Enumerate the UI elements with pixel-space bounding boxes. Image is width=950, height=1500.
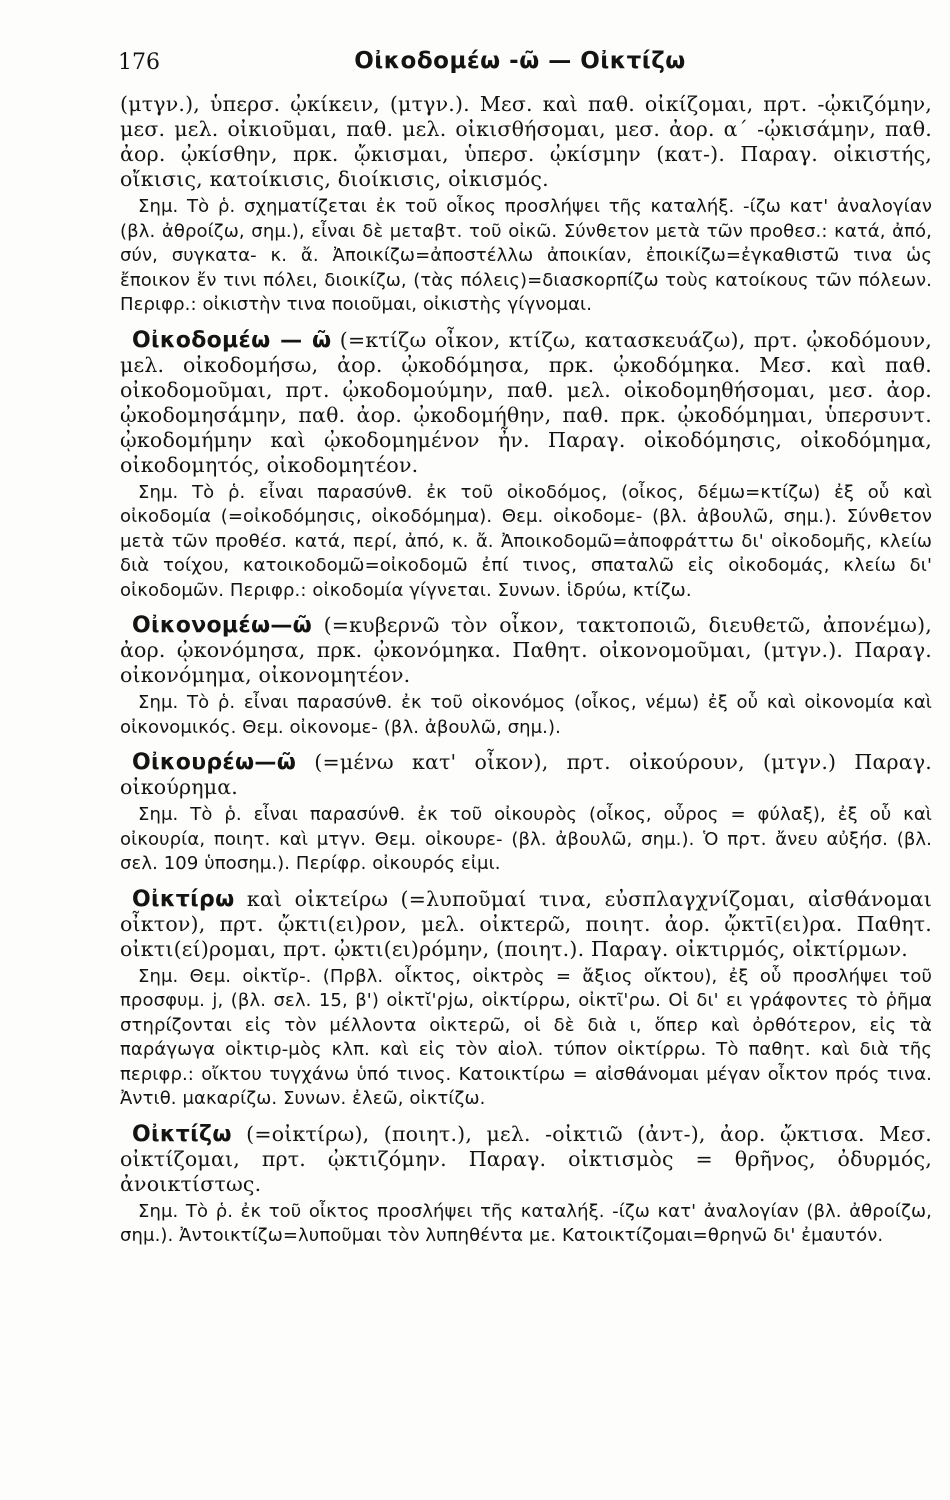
entry-oikonomeo-note: Σημ. Τὸ ῥ. εἶναι παρασύνθ. ἐκ τοῦ οἰκονόμος (οἶκος, νέμω) ἐξ οὗ καὶ οἰκονομία καὶ οἰκονομικός. Θεμ. οἰκονομε- (βλ. ἀβουλῶ, σημ.).	[120, 692, 932, 738]
entry-oikonomeo-text: (=κυβερνῶ τὸν οἶκον, τακτοποιῶ, διευθετῶ, ἀπονέμω), ἀορ. ᾠκονόμησα, πρκ. ᾠκονόμηκα. Παθητ. οἰκονομοῦμαι, (μτγν.). Παραγ. οἰκονόμημα, οἰκονομητέον.	[120, 613, 932, 687]
page-header	[110, 42, 930, 82]
entry-oikonomeo-body	[120, 613, 932, 688]
entry-oikoureo-note: Σημ. Τὸ ῥ. εἶναι παρασύνθ. ἐκ τοῦ οἰκουρὸς (οἶκος, οὖρος = φύλαξ), ἐξ οὗ καὶ οἰκουρία, ποιητ. καὶ μτγν. Θεμ. οἰκουρε- (βλ. ἀβουλῶ, σημ.). Ὁ πρτ. ἄνευ αὐξήσ. (βλ. σελ. 109 ὑποσημ.). Περίφρ. οἰκουρός εἰμι.	[120, 804, 932, 874]
entry-oikoureo-body	[120, 750, 932, 800]
entry-oiktiro-text: καὶ οἰκτείρω (=λυποῦμαί τινα, εὐσπλαγχνίζομαι, αἰσθάνομαι οἶκτον), πρτ. ᾤκτι(ει)ρον, μελ. οἰκτερῶ, ποιητ. ἀορ. ᾤκτῑ(ει)ρα. Παθητ. οἰκτι(εί)ρομαι, πρτ. ᾠκτι(ει)ρόμην, (ποιητ.). Παραγ. οἰκτιρμός, οἰκτίρμων.	[120, 886, 932, 961]
lemma-oikonomeo: Οἰκονομέω—ῶ	[132, 613, 313, 638]
entry-oiktizo-body	[120, 1122, 932, 1197]
lemma-oiktizo: Οἰκτίζω	[132, 1121, 232, 1147]
entry-oiktizo	[120, 1122, 932, 1249]
entry-oiktiro-note: Σημ. Θεμ. οἰκτῐρ-. (Πρβλ. οἶκτος, οἰκτρὸς = ἄξιος οἴκτου), ἐξ οὗ προσλήψει τοῦ προσφυμ. j, (βλ. σελ. 15, β') οἰκτῐ'ρjω, οἰκτίρρω, οἰκτῖ'ρω. Οἱ δι' ει γράφοντες τὸ ῥῆμα στηρίζονται εἰς τὸν μέλλοντα οἰκτερῶ, οἱ δὲ διὰ ι, ὅπερ καὶ ὀρθότερον, εἰς τὰ παράγωγα οἰκτιρ-μὸς κλπ. καὶ εἰς τὸν αἰολ. τύπον οἰκτίρρω. Τὸ παθητ. καὶ διὰ τῆς περιφρ.: οἴκτου τυγχάνω ὑπό τινος. Κατοικτίρω = αἰσθάνομαι μέγαν οἶκτον πρός τινα. Ἀντιθ. μακαρίζω. Συνων. ἐλεῶ, οἰκτίζω.	[120, 965, 932, 1109]
running-head: Οἰκοδομέω -ῶ — Οἰκτίζω	[354, 48, 686, 74]
entry-continuation-text: (μτγν.), ὑπερσ. ᾠκίκειν, (μτγν.). Μεσ. καὶ παθ. οἰκίζομαι, πρτ. -ᾠκιζόμην, μεσ. μελ. οἰκιοῦμαι, παθ. μελ. οἰκισθήσομαι, μεσ. ἀορ. α΄ -ᾠκισάμην, παθ. ἀορ. ᾠκίσθην, πρκ. ᾤκισμαι, ὑπερσ. ᾠκίσμην (κατ-). Παραγ. οἰκιστής, οἴκισις, κατοίκισις, διοίκισις, οἰκισμός.	[120, 92, 932, 191]
entry-oikodomeo-note: Σημ. Τὸ ῥ. εἶναι παρασύνθ. ἐκ τοῦ οἰκοδόμος, (οἶκος, δέμω=κτίζω) ἐξ οὗ καὶ οἰκοδομία (=οἰκοδόμησις, οἰκοδόμημα). Θεμ. οἰκοδομε- (βλ. ἀβουλῶ, σημ.). Σύνθετον μετὰ τῶν προθέσ. κατά, περί, ἀπό, κ. ἄ. Ἀποικοδομῶ=ἀποφράττω δι' οἰκοδομῆς, κλείω διὰ τοίχου, κατοικοδομῶ=οἰκοδομῶ ἐπί τινος, σπαταλῶ εἰς οἰκοδομάς, κλείω δι' οἰκοδομῶν. Περιφρ.: οἰκοδομία γίγνεται. Συνων. ἱδρύω, κτίζω.	[120, 481, 932, 601]
entry-oiktizo-note: Σημ. Τὸ ῥ. ἐκ τοῦ οἶκτος προσλήψει τῆς καταλήξ. -ίζω κατ' ἀναλογίαν (βλ. ἀθροίζω, σημ.). Ἀντοικτίζω=λυποῦμαι τὸν λυπηθέντα με. Κατοικτίζομαι=θρηνῶ δι' ἐμαυτόν.	[120, 1200, 932, 1246]
entry-continuation	[120, 92, 932, 318]
page-content	[120, 92, 932, 1259]
lemma-oiktiro: Οἰκτίρω	[132, 886, 235, 912]
entry-oiktizo-text: (=οἰκτίρω), (ποιητ.), μελ. -οἰκτιῶ (ἀντ-), ἀορ. ᾤκτισα. Μεσ. οἰκτίζομαι, πρτ. ᾠκτιζόμην. Παραγ. οἰκτισμὸς = θρῆνος, ὀδυρμός, ἀνοικτίστως.	[120, 1121, 932, 1196]
entry-oiktiro	[120, 887, 932, 1112]
lemma-oikodomeo: Οἰκοδομέω — ῶ	[132, 327, 332, 353]
entry-oikonomeo	[120, 613, 932, 740]
entry-oikodomeo	[120, 328, 932, 604]
entry-oikodomeo-text: (=κτίζω οἶκον, κτίζω, κατασκευάζω), πρτ. ᾠκοδόμουν, μελ. οἰκοδομήσω, ἀορ. ᾠκοδόμησα, πρκ. ᾠκοδόμηκα. Μεσ. καὶ παθ. οἰκοδομοῦμαι, πρτ. ᾠκοδομούμην, παθ. μελ. οἰκοδομηθήσομαι, μεσ. ἀορ. ᾠκοδομησάμην, παθ. ἀορ. ᾠκοδομήθην, παθ. πρκ. ᾠκοδόμημαι, ὑπερσυντ. ᾠκοδομήμην καὶ ᾠκοδομημένον ἦν. Παραγ. οἰκοδόμησις, οἰκοδόμημα, οἰκοδομητός, οἰκοδομητέον.	[120, 327, 932, 477]
entry-oikoureo	[120, 750, 932, 877]
entry-oikoureo-text: (=μένω κατ' οἶκον), πρτ. οἰκούρουν, (μτγν.) Παραγ. οἰκούρημα.	[120, 750, 932, 799]
entry-oikodomeo-body	[120, 328, 932, 478]
entry-continuation-note: Σημ. Τὸ ῥ. σχηματίζεται ἐκ τοῦ οἶκος προσλήψει τῆς καταλήξ. -ίζω κατ' ἀναλογίαν (βλ. ἀθροίζω, σημ.), εἶναι δὲ μεταβτ. τοῦ οἰκῶ. Σύνθετον μετὰ τῶν προθεσ.: κατά, ἀπό, σύν, συγκατα- κ. ἄ. Ἀποικίζω=ἀποστέλλω ἀποικίαν, ἐποικίζω=ἐγκαθιστῶ τινα ὡς ἔποικον ἔν τινι πόλει, διοικίζω, (τὰς πόλεις)=διασκορπίζω τοὺς κατοίκους τῶν πόλεων. Περιφρ.: οἰκιστὴν τινα ποιοῦμαι, οἰκιστὴς γίγνομαι.	[120, 196, 932, 315]
entry-oiktiro-body	[120, 887, 932, 962]
page-number: 176	[118, 50, 160, 75]
lemma-oikoureo: Οἰκουρέω—ῶ	[132, 750, 297, 775]
